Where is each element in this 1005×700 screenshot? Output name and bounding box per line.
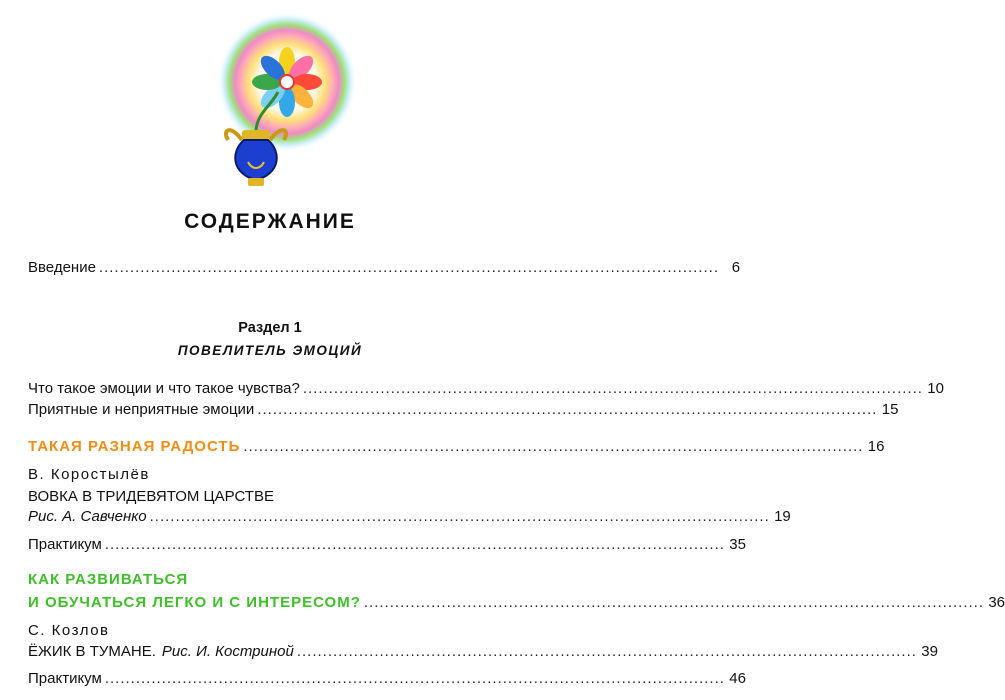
story-title: ЁЖИК В ТУМАНЕ.: [28, 643, 156, 660]
toc-entry-practicum-2[interactable]: [28, 670, 746, 687]
toc-entry-label: Введение: [28, 259, 96, 276]
page-number: 6: [731, 259, 741, 276]
toc-entry-pleasant[interactable]: [28, 401, 899, 418]
section-name: ПОВЕЛИТЕЛЬ ЭМОЦИЙ: [177, 343, 363, 358]
toc-entry-label: Что такое эмоции и что такое чувства?: [28, 380, 300, 397]
dot-leader: ........................................................................................................................: [243, 438, 864, 455]
toc-entry-story2[interactable]: [28, 643, 938, 660]
page-number: 46: [729, 670, 746, 687]
page-number: 35: [729, 536, 746, 553]
illustrator-credit: Рис. И. Костриной: [161, 643, 294, 660]
dot-leader: ........................................................................................................................: [98, 259, 720, 276]
toc-heading-joy: ТАКАЯ РАЗНАЯ РАДОСТЬ: [28, 438, 241, 455]
section-number: Раздел 1: [238, 320, 302, 336]
page-number: 16: [867, 438, 885, 455]
toc-entry-story1[interactable]: [28, 508, 791, 525]
page-number: 10: [927, 380, 944, 397]
toc-entry-develop[interactable]: [28, 594, 1005, 611]
dot-leader: ........................................................................................................................: [302, 380, 923, 397]
illustrator-credit: Рис. А. Савченко: [28, 508, 147, 525]
dot-leader: ........................................................................................................................: [363, 594, 984, 611]
dot-leader: ........................................................................................................................: [257, 401, 878, 418]
author-name: В. Коростылёв: [28, 466, 150, 483]
toc-entry-label: Практикум: [28, 536, 102, 553]
toc-entry-emotions[interactable]: [28, 380, 944, 397]
toc-entry-practicum-1[interactable]: [28, 536, 746, 553]
flower-in-vase-icon: [212, 12, 362, 194]
page-number: 19: [774, 508, 791, 525]
page-number: 39: [921, 643, 938, 660]
toc-entry-intro[interactable]: [28, 259, 741, 276]
story-title: ВОВКА В ТРИДЕВЯТОМ ЦАРСТВЕ: [28, 488, 274, 505]
dot-leader: ........................................................................................................................: [104, 670, 725, 687]
page-title: СОДЕРЖАНИЕ: [184, 210, 356, 233]
dot-leader: ........................................................................................................................: [296, 643, 917, 660]
toc-heading-develop-line1: КАК РАЗВИВАТЬСЯ: [28, 571, 189, 588]
page-number: 15: [881, 401, 899, 418]
dot-leader: ........................................................................................................................: [104, 536, 725, 553]
toc-heading-develop-line2: И ОБУЧАТЬСЯ ЛЕГКО И С ИНТЕРЕСОМ?: [28, 594, 361, 611]
page-number: 36: [988, 594, 1005, 611]
toc-entry-joy[interactable]: [28, 438, 885, 455]
dot-leader: ........................................................................................................................: [149, 508, 770, 525]
toc-entry-label: Практикум: [28, 670, 102, 687]
toc-entry-label: Приятные и неприятные эмоции: [28, 401, 255, 418]
author-name: С. Козлов: [28, 622, 110, 639]
